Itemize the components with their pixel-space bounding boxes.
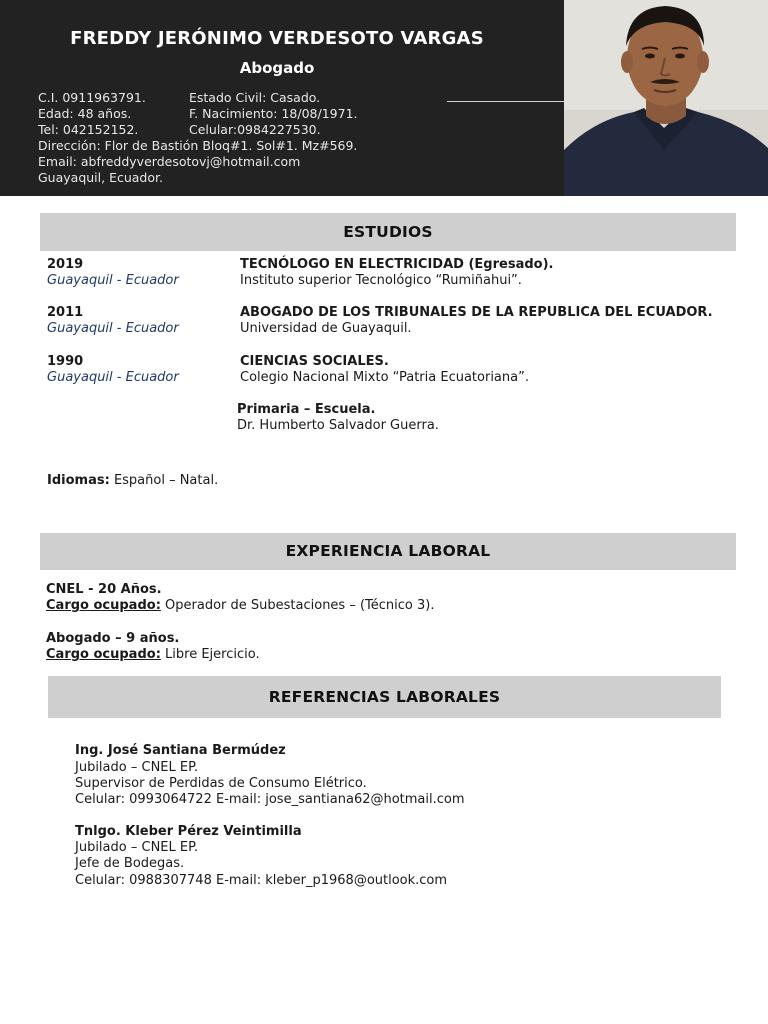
email: Email: abfreddyverdesotovj@hotmail.com bbox=[38, 154, 301, 169]
experience-title-1: CNEL - 20 Años. bbox=[46, 582, 162, 597]
experience-cargo-label-1: Cargo ocupado: bbox=[46, 598, 161, 613]
cellphone: Celular:0984227530. bbox=[189, 122, 321, 137]
study-degree-1: TECNÓLOGO EN ELECTRICIDAD (Egresado). bbox=[240, 257, 554, 272]
reference-contact-1: Celular: 0993064722 E-mail: jose_santiana62@hotmail.com bbox=[75, 792, 465, 807]
reference-line2-2: Jefe de Bodegas. bbox=[75, 856, 185, 871]
city: Guayaquil, Ecuador. bbox=[38, 170, 163, 185]
experience-cargo-2 bbox=[46, 647, 260, 663]
study-degree-2: ABOGADO DE LOS TRIBUNALES DE LA REPUBLICA DEL ECUADOR. bbox=[240, 305, 713, 320]
reference-name-2: Tnlgo. Kleber Pérez Veintimilla bbox=[75, 824, 302, 839]
primary-school-title: Primaria – Escuela. bbox=[237, 402, 376, 417]
address: Dirección: Flor de Bastión Bloq#1. Sol#1. Mz#569. bbox=[38, 138, 358, 153]
person-name: FREDDY JERÓNIMO VERDESOTO VARGAS bbox=[70, 28, 484, 49]
study-institution-1: Instituto superior Tecnológico “Rumiñahui”. bbox=[240, 273, 522, 288]
study-institution-3: Colegio Nacional Mixto “Patria Ecuatoriana”. bbox=[240, 370, 529, 385]
telephone: Tel: 042152152. bbox=[38, 122, 139, 137]
experience-cargo-value-2: Libre Ejercicio. bbox=[165, 647, 260, 662]
languages-line bbox=[47, 473, 218, 489]
reference-name-1: Ing. José Santiana Bermúdez bbox=[75, 743, 286, 758]
portrait-image bbox=[564, 0, 768, 196]
experience-title-2: Abogado – 9 años. bbox=[46, 631, 180, 646]
reference-line1-1: Jubilado – CNEL EP. bbox=[75, 760, 199, 775]
languages-label: Idiomas: bbox=[47, 473, 110, 488]
marital-status: Estado Civil: Casado. bbox=[189, 90, 321, 105]
header-banner bbox=[0, 0, 564, 196]
experience-cargo-1 bbox=[46, 598, 434, 614]
study-year-1: 2019 bbox=[47, 257, 84, 272]
section-references-header: REFERENCIAS LABORALES bbox=[48, 676, 721, 718]
experience-cargo-label-2: Cargo ocupado: bbox=[46, 647, 161, 662]
profile-photo bbox=[564, 0, 768, 196]
experience-cargo-value-1: Operador de Subestaciones – (Técnico 3). bbox=[165, 598, 435, 613]
age: Edad: 48 años. bbox=[38, 106, 132, 121]
profession: Abogado bbox=[239, 59, 315, 77]
study-location-1: Guayaquil - Ecuador bbox=[47, 273, 179, 288]
section-studies-header: ESTUDIOS bbox=[40, 213, 736, 251]
study-location-2: Guayaquil - Ecuador bbox=[47, 321, 179, 336]
reference-line2-1: Supervisor de Perdidas de Consumo Elétrico. bbox=[75, 776, 367, 791]
ci-number: C.I. 0911963791. bbox=[38, 90, 146, 105]
study-year-3: 1990 bbox=[47, 354, 84, 369]
birth-date: F. Nacimiento: 18/08/1971. bbox=[189, 106, 358, 121]
study-institution-2: Universidad de Guayaquil. bbox=[240, 321, 412, 336]
study-location-3: Guayaquil - Ecuador bbox=[47, 370, 179, 385]
reference-line1-2: Jubilado – CNEL EP. bbox=[75, 840, 199, 855]
study-year-2: 2011 bbox=[47, 305, 84, 320]
study-degree-3: CIENCIAS SOCIALES. bbox=[240, 354, 389, 369]
reference-contact-2: Celular: 0988307748 E-mail: kleber_p1968@outlook.com bbox=[75, 873, 448, 888]
primary-school-name: Dr. Humberto Salvador Guerra. bbox=[237, 418, 439, 433]
languages-value: Español – Natal. bbox=[113, 473, 219, 488]
section-experience-header: EXPERIENCIA LABORAL bbox=[40, 533, 736, 570]
